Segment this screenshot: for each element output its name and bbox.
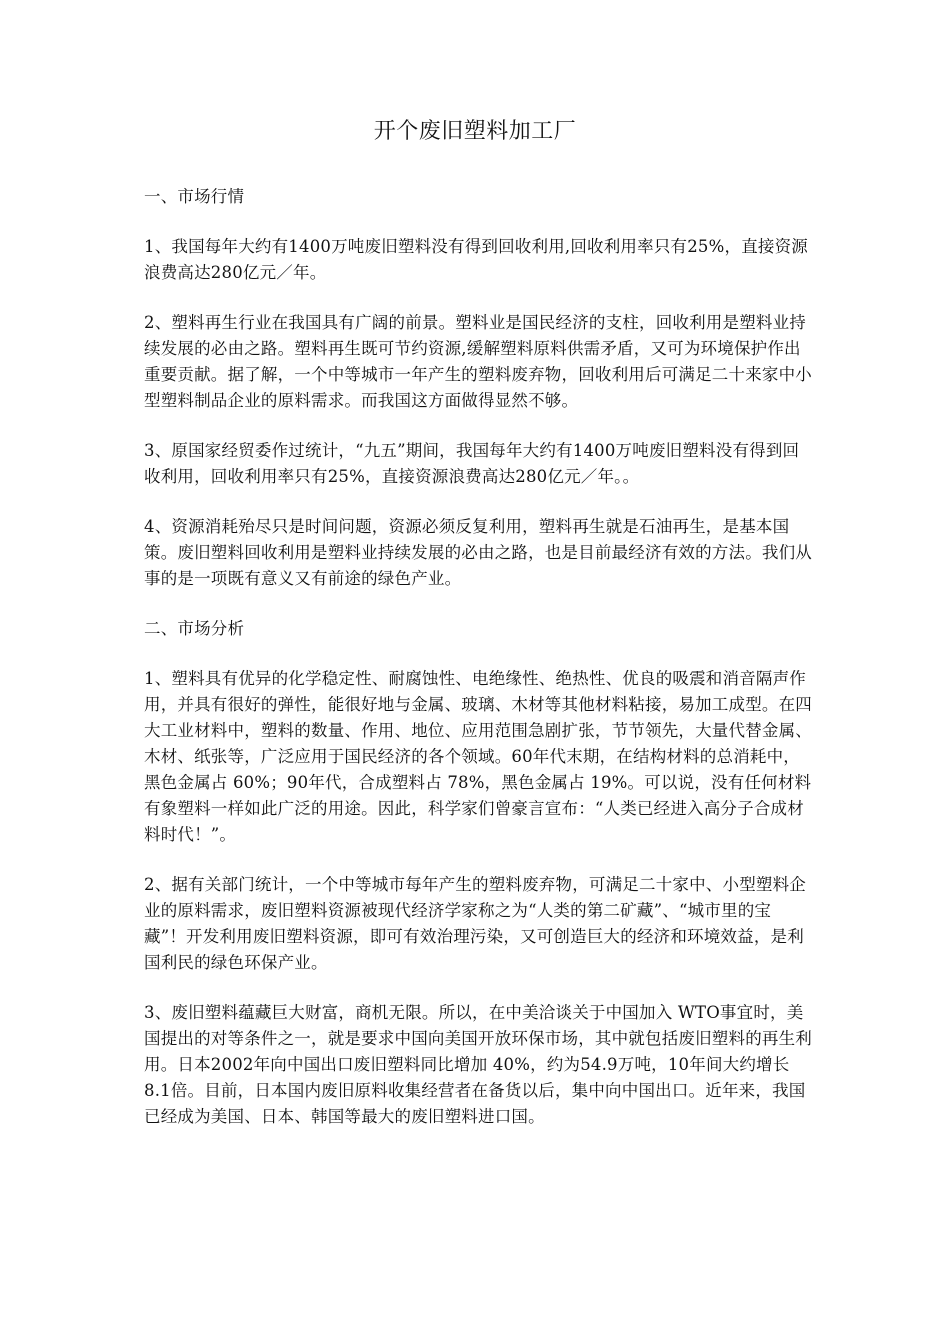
paragraph: 4、资源消耗殆尽只是时间问题，资源必须反复利用，塑料再生就是石油再生，是基本国策。废旧塑料回收利用是塑料业持续发展的必由之路，也是目前最经济有效的方法。我们从事的是一项既有意义又有前途的绿色产业。 bbox=[144, 517, 812, 588]
section-heading-market-analysis: 二、市场分析 bbox=[144, 619, 245, 638]
paragraph: 2、塑料再生行业在我国具有广阔的前景。塑料业是国民经济的支柱，回收利用是塑料业持续发展的必由之路。塑料再生既可节约资源,缓解塑料原料供需矛盾，又可为环境保护作出重要贡献。据了解，一个中等城市一年产生的塑料废弃物，回收利用后可满足二十来家中小型塑料制品企业的原料需求。而我国这方面做得显然不够。 bbox=[144, 313, 812, 410]
document-title: 开个废旧塑料加工厂 bbox=[373, 119, 577, 144]
paragraph: 2、据有关部门统计，一个中等城市每年产生的塑料废弃物，可满足二十家中、小型塑料企业的原料需求，废旧塑料资源被现代经济学家称之为“人类的第二矿藏”、“城市里的宝藏”！开发利用废旧塑料资源，即可有效治理污染，又可创造巨大的经济和环境效益，是利国利民的绿色环保产业。 bbox=[144, 875, 806, 972]
document-body bbox=[144, 184, 812, 1154]
paragraph: 3、废旧塑料蕴藏巨大财富，商机无限。所以，在中美洽谈关于中国加入 WTO事宜时，美国提出的对等条件之一，就是要求中国向美国开放环保市场，其中就包括废旧塑料的再生利用。日本2002年向中国出口废旧塑料同比增加 40%，约为54.9万吨，10年间大约增长 8.1倍。目前，日本国内废旧原料收集经营者在备货以后，集中向中国出口。近年来，我国已经成为美国、日本、韩国等最大的废旧塑料进口国。 bbox=[144, 1003, 812, 1126]
paragraph: 1、我国每年大约有1400万吨废旧塑料没有得到回收利用,回收利用率只有25%，直接资源浪费高达280亿元／年。 bbox=[144, 237, 809, 282]
paragraph: 1、塑料具有优异的化学稳定性、耐腐蚀性、电绝缘性、绝热性、优良的吸震和消音隔声作用，并具有很好的弹性，能很好地与金属、玻璃、木材等其他材料粘接，易加工成型。在四大工业材料中，塑料的数量、作用、地位、应用范围急剧扩张，节节领先，大量代替金属、木材、纸张等，广泛应用于国民经济的各个领域。60年代末期，在结构材料的总消耗中，黑色金属占 60%；90年代，合成塑料占 78%，黑色金属占 19%。可以说，没有任何材料有象塑料一样如此广泛的用途。因此，科学家们曾豪言宣布：“人类已经进入高分子合成材料时代！”。 bbox=[144, 669, 812, 844]
section-heading-market-conditions: 一、市场行情 bbox=[144, 187, 245, 206]
paragraph: 3、原国家经贸委作过统计，“九五”期间，我国每年大约有1400万吨废旧塑料没有得到回收利用，回收利用率只有25%，直接资源浪费高达280亿元／年。。 bbox=[144, 441, 800, 486]
